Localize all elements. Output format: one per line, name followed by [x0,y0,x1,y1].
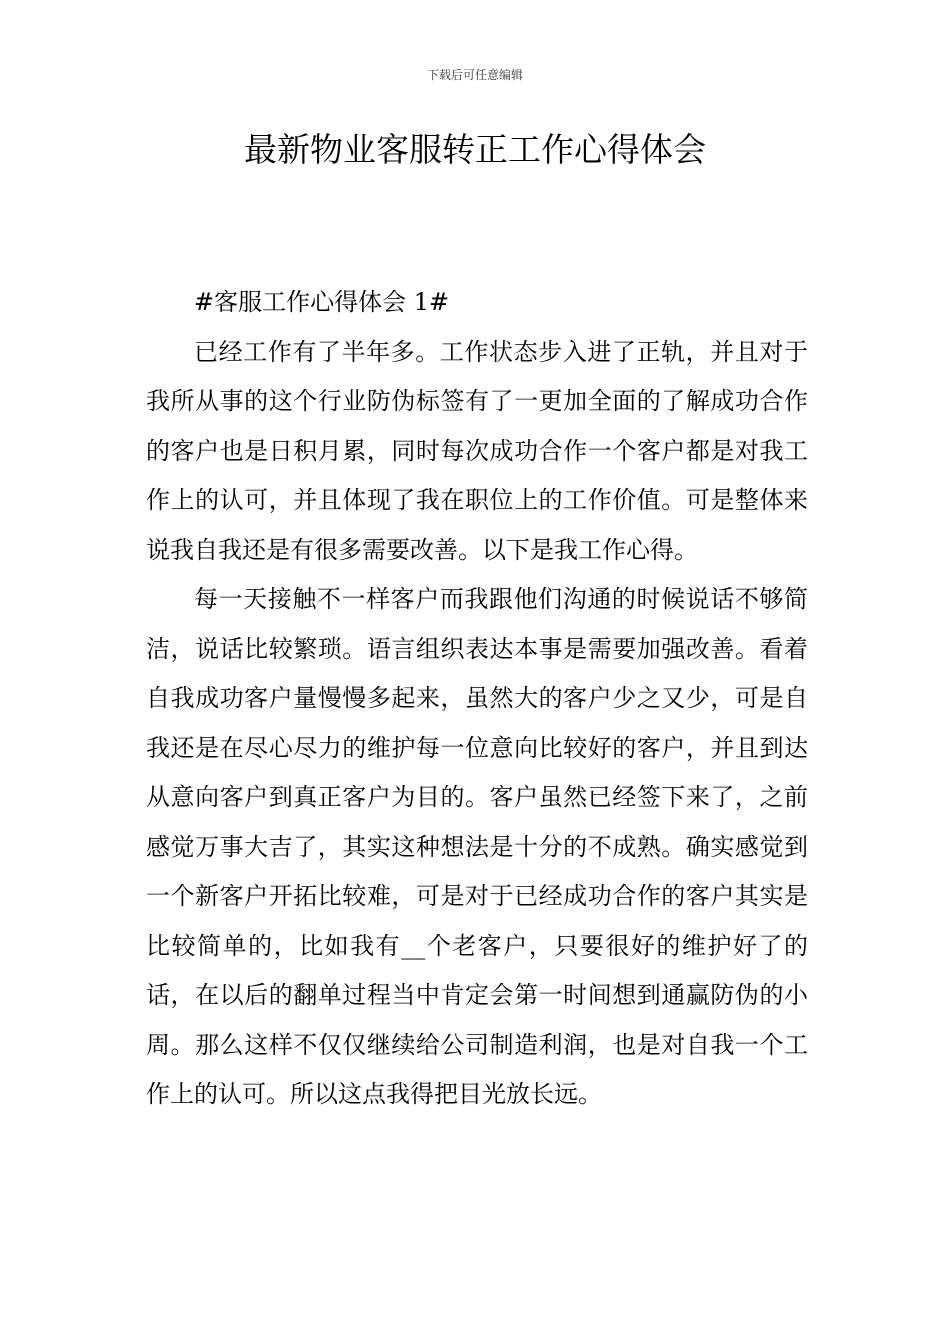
header-note: 下载后可任意编辑 [426,68,523,82]
document-title: 最新物业客服转正工作心得体会 [244,130,706,169]
section-heading: #客服工作心得体会 1# [194,288,450,316]
paragraph-2: 每一天接触不一样客户而我跟他们沟通的时候说话不够简洁，说话比较繁琐。语言组织表达本事是需要加强改善。看着自我成功客户量慢慢多起来，虽然大的客户少之又少，可是自我还是在尽心尽力的维护每一位意向比较好的客户，并且到达从意向客户到真正客户为目的。客户虽然已经签下来了，之前感觉万事大吉了，其实这种想法是十分的不成熟。确实感觉到一个新客户开拓比较难，可是对于已经成功合作的客户其实是比较简单的，比如我有__个老客户，只要很好的维护好了的话，在以后的翻单过程当中肯定会第一时间想到通赢防伪的小周。那么这样不仅仅继续给公司制造利润，也是对自我一个工作上的认可。所以这点我得把目光放长远。 [146,585,808,1108]
paragraph-1: 已经工作有了半年多。工作状态步入进了正轨，并且对于我所从事的这个行业防伪标签有了一更加全面的了解成功合作的客户也是日积月累，同时每次成功合作一个客户都是对我工作上的认可，并且体现了我在职位上的工作价值。可是整体来说我自我还是有很多需要改善。以下是我工作心得。 [146,337,808,564]
document-body [146,278,808,1120]
